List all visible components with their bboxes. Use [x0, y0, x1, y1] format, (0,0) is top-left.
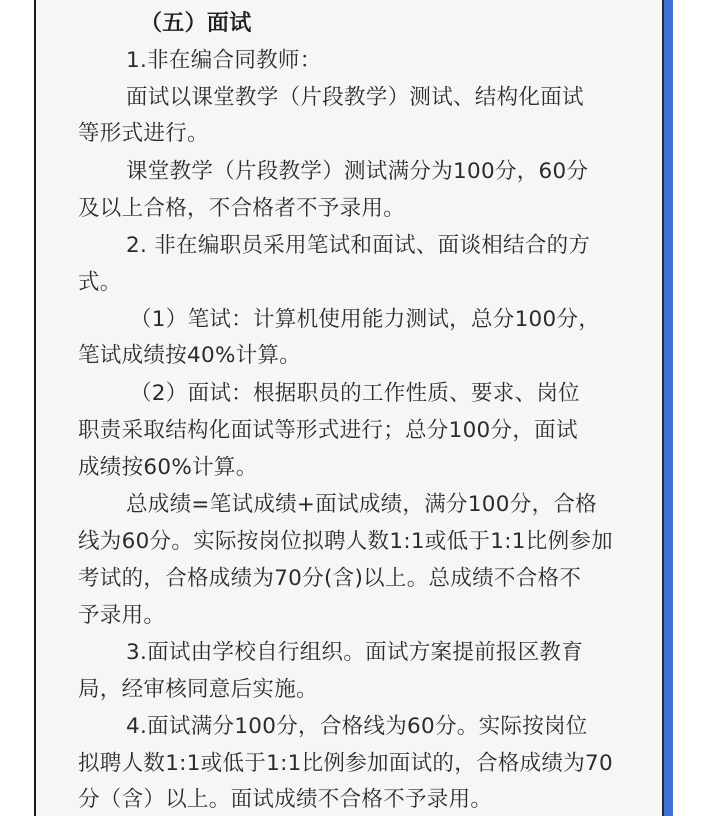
- text-line: （1）笔试：计算机使用能力测试，总分100分，: [130, 307, 601, 332]
- text-line: 4.面试满分100分，合格线为60分。实际按岗位: [126, 714, 588, 739]
- text-line: 局，经审核同意后实施。: [78, 677, 318, 702]
- text-line: 等形式进行。: [78, 121, 209, 146]
- text-line: 面试以课堂教学（片段教学）测试、结构化面试: [126, 85, 584, 110]
- text-line: 笔试成绩按40%计算。: [78, 343, 302, 368]
- right-margin: [673, 0, 716, 816]
- text-line: 成绩按60%计算。: [78, 455, 258, 480]
- text-line: 职责采取结构化面试等形式进行；总分100分，面试: [78, 418, 578, 443]
- text-line: 1.非在编合同教师：: [126, 48, 322, 73]
- section-heading: （五）面试: [140, 11, 252, 36]
- text-line: 拟聘人数1:1或低于1:1比例参加面试的，合格成绩为70: [78, 751, 613, 776]
- text-line: 总成绩=笔试成绩+面试成绩，满分100分，合格: [126, 492, 597, 517]
- text-line: 式。: [78, 270, 122, 295]
- text-line: 及以上合格，不合格者不予录用。: [78, 196, 406, 221]
- right-accent-bar: [664, 0, 673, 816]
- text-line: 分（含）以上。面试成绩不合格不予录用。: [78, 787, 493, 812]
- text-line: 3.面试由学校自行组织。面试方案提前报区教育: [126, 640, 584, 665]
- text-line: 予录用。: [78, 603, 166, 628]
- text-line: 线为60分。实际按岗位拟聘人数1:1或低于1:1比例参加: [78, 529, 613, 554]
- text-line: 考试的，合格成绩为70分(含)以上。总成绩不合格不: [78, 566, 582, 591]
- text-line: （2）面试：根据职员的工作性质、要求、岗位: [130, 381, 580, 406]
- text-line: 课堂教学（片段教学）测试满分为100分，60分: [126, 159, 589, 184]
- text-line: 2. 非在编职员采用笔试和面试、面谈相结合的方: [126, 233, 591, 258]
- left-margin: [0, 0, 34, 816]
